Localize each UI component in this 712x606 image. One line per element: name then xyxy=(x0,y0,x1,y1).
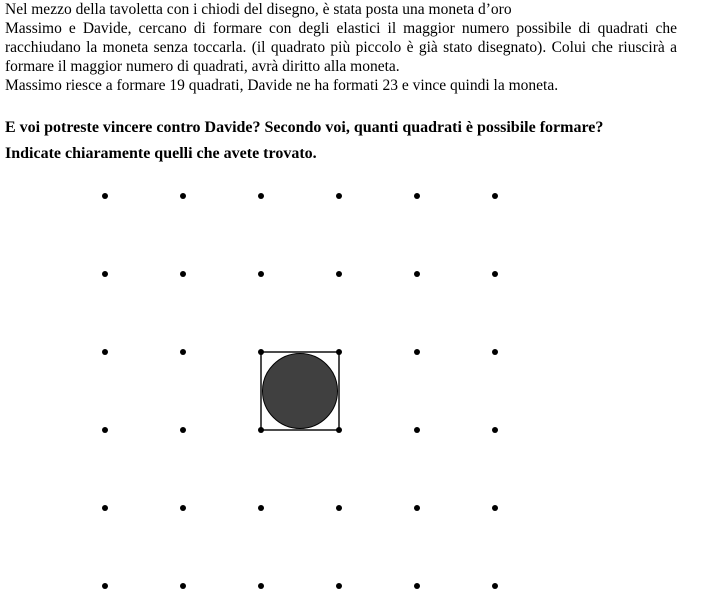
nail-dot xyxy=(180,271,186,277)
question-main: E voi potreste vincere contro Davide? Secondo voi, quanti quadrati è possibile formare? xyxy=(5,119,604,136)
question-instruction: Indicate chiaramente quelli che avete trovato. xyxy=(5,145,317,162)
nail-dot xyxy=(414,505,420,511)
nail-dot xyxy=(102,505,108,511)
nail-dot xyxy=(336,271,342,277)
nail-dot xyxy=(180,583,186,589)
nail-dot xyxy=(492,349,498,355)
intro-paragraph: Nel mezzo della tavoletta con i chiodi del disegno, è stata posta una moneta d’oro xyxy=(5,1,512,18)
nail-dot xyxy=(492,427,498,433)
nail-dot xyxy=(102,271,108,277)
nail-dot xyxy=(414,193,420,199)
nail-dot xyxy=(258,505,264,511)
nail-dot xyxy=(258,583,264,589)
nail-dot xyxy=(414,349,420,355)
nail-dot xyxy=(414,583,420,589)
gold-coin xyxy=(263,354,338,429)
nail-dot xyxy=(336,505,342,511)
nail-dot xyxy=(336,583,342,589)
nail-dot xyxy=(180,427,186,433)
nail-dot xyxy=(336,193,342,199)
nail-dot xyxy=(102,583,108,589)
nail-dot xyxy=(258,271,264,277)
nail-dot xyxy=(102,349,108,355)
nail-dot xyxy=(492,505,498,511)
nail-dot xyxy=(414,427,420,433)
nail-dot xyxy=(414,271,420,277)
nail-dot xyxy=(180,505,186,511)
nail-dot xyxy=(180,349,186,355)
rules-paragraph: Massimo e Davide, cercano di formare con degli elastici il maggior numero possibile di quadrati che racchiudano la moneta senza toccarla. (il quadrato più piccolo è già stato disegnato). Colui che riuscirà a formare il maggior numero di quadrati, avrà diritto alla moneta. xyxy=(5,20,677,75)
nail-dot xyxy=(102,193,108,199)
nail-dot xyxy=(492,583,498,589)
nail-dot xyxy=(102,427,108,433)
nail-dot xyxy=(492,271,498,277)
result-paragraph: Massimo riesce a formare 19 quadrati, Davide ne ha formati 23 e vince quindi la moneta. xyxy=(5,77,559,94)
nail-dot xyxy=(258,193,264,199)
nail-dot xyxy=(492,193,498,199)
nail-dot xyxy=(180,193,186,199)
